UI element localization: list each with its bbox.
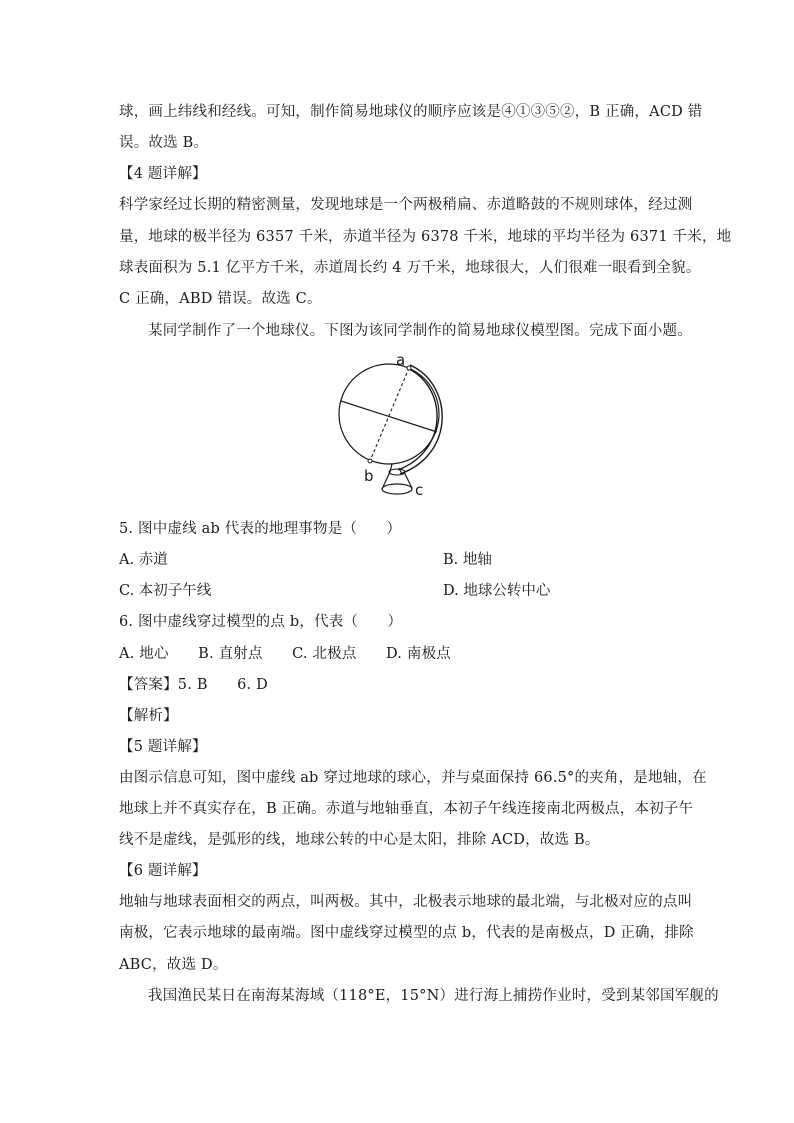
detail-6-text: 地轴与地球表面相交的两点，叫两极。其中，北极表示地球的最北端，与北极对应的点叫	[119, 894, 693, 910]
earth-axis-dashed	[370, 368, 409, 461]
detail-5-text: 地球上并不真实存在，B 正确。赤道与地轴垂直，本初子午线连接南北两极点，本初子午	[119, 801, 694, 817]
text-line: 球表面积为 5.1 亿平方千米，赤道周长约 4 万千米，地球很大，人们很难一眼看到全貌。	[119, 260, 701, 276]
text-line: 量，地球的极半径为 6357 千米，赤道半径为 6378 千米，地球的平均半径为 6371 千米，地	[119, 229, 732, 245]
next-question-intro: 我国渔民某日在南海某海域（118°E，15°N）进行海上捕捞作业时，受到某邻国军舰的	[148, 988, 719, 1004]
q5-option-c: C. 本初子午线	[119, 583, 212, 599]
globe-support-arc-inner	[400, 365, 442, 474]
point-a	[407, 366, 411, 370]
detail-5-text: 线不是虚线，是弧形的线，地球公转的中心是太阳，排除 ACD，故选 B。	[119, 832, 600, 848]
label-a: a	[396, 351, 406, 369]
analysis-heading: 【解析】	[119, 708, 178, 724]
section-heading: 【4 题详解】	[119, 166, 207, 182]
label-b: b	[364, 467, 374, 485]
q5-option-d: D. 地球公转中心	[443, 583, 551, 599]
point-b	[368, 459, 372, 463]
text-line: 误。故选 B。	[119, 135, 209, 151]
globe-sphere	[339, 364, 439, 464]
question-6-stem: 6. 图中虚线穿过模型的点 b，代表（ ）	[119, 614, 403, 630]
answer-line: 【答案】5. B 6. D	[119, 677, 268, 693]
text-line: 球，画上纬线和经线。可知，制作简易地球仪的顺序应该是④①③⑤②，B 正确，ACD 错	[119, 104, 703, 120]
globe-model-figure	[332, 348, 462, 496]
detail-6-heading: 【6 题详解】	[119, 863, 207, 879]
label-c: c	[415, 481, 424, 496]
question-5-stem: 5. 图中虚线 ab 代表的地理事物是（ ）	[119, 521, 402, 537]
text-line: C 正确，ABD 错误。故选 C。	[119, 291, 322, 307]
question-intro: 某同学制作了一个地球仪。下图为该同学制作的简易地球仪模型图。完成下面小题。	[148, 323, 692, 339]
q6-options: A. 地心 B. 直射点 C. 北极点 D. 南极点	[119, 646, 451, 662]
detail-5-heading: 【5 题详解】	[119, 739, 207, 755]
detail-6-text: ABC，故选 D。	[119, 957, 228, 973]
q5-option-b: B. 地轴	[443, 552, 492, 568]
detail-5-text: 由图示信息可知，图中虚线 ab 穿过地球的球心，并与桌面保持 66.5°的夹角，是地轴，在	[119, 770, 707, 786]
detail-6-text: 南极，它表示地球的最南端。图中虚线穿过模型的点 b，代表的是南极点，D 正确，排除	[119, 925, 694, 941]
text-line: 科学家经过长期的精密测量，发现地球是一个两极稍扁、赤道略鼓的不规则球体，经过测	[119, 197, 693, 213]
q5-option-a: A. 赤道	[119, 552, 168, 568]
